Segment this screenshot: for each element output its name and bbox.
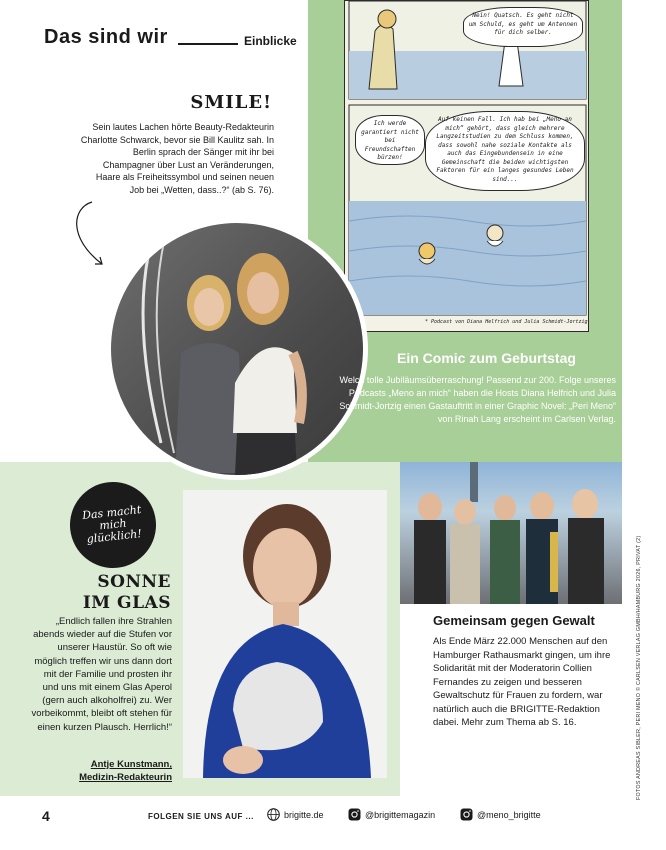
web-link[interactable] xyxy=(267,808,324,821)
speech-bubble: Ich werde garantiert nicht bei Freundschaften bürzen! xyxy=(355,115,425,165)
photo-demonstration xyxy=(400,462,622,604)
speech-bubble: Auf keinen Fall. Ich hab bei „Meno an mich“ gehört, dass gleich mehrere Langzeitstudien zu dem Schluss kommen, dass sowohl nahe soziale Kontakte als auch das Eingebundensein in eine Gemeinschaft die beiden wichtigsten Faktoren für ein langes gesundes Leben sind... xyxy=(425,111,585,191)
sonne-heading-line2: IM GLAS xyxy=(82,593,171,613)
sonne-heading xyxy=(40,572,171,614)
photo-portrait xyxy=(183,490,387,778)
instagram-icon xyxy=(460,808,473,821)
gewalt-heading: Gemeinsam gegen Gewalt xyxy=(433,613,595,628)
instagram-icon xyxy=(348,808,361,821)
photo-interview xyxy=(106,218,368,480)
web-link-label: brigitte.de xyxy=(284,809,324,820)
sonne-heading-line1: SONNE xyxy=(97,572,171,592)
follow-label: FOLGEN SIE UNS AUF ... xyxy=(148,812,254,821)
instagram-label: @meno_brigitte xyxy=(477,809,541,820)
page-number: 4 xyxy=(42,808,50,824)
badge-text: Das macht mich glücklich! xyxy=(81,503,143,546)
instagram-link-brigittemagazin[interactable] xyxy=(348,808,435,821)
comic-caption: * Podcast von Diana Helfrich und Julia Schmidt-Jortzig xyxy=(425,319,588,325)
speech-bubble: Nein! Quatsch. Es geht nicht um Schuld, es geht um Antennen für dich selber. xyxy=(463,7,583,47)
globe-icon xyxy=(267,808,280,821)
gewalt-text: Als Ende März 22.000 Menschen auf den Hamburger Rathausmarkt gingen, um ihre Solidarität mit der Moderatorin Collien Fernandes zu zeigen und besseren Gewaltschutz für Frauen zu fordern, war natürlich auch die BRIGITTE-Redaktion dabei. Mehr zum Thema ab S. 16. xyxy=(433,636,611,728)
curved-arrow-icon xyxy=(62,198,112,278)
instagram-label: @brigittemagazin xyxy=(365,809,436,820)
comic-heading: Ein Comic zum Geburtstag xyxy=(397,350,576,366)
signature-role: Medizin-Redakteurin xyxy=(79,772,172,783)
comic-illustration xyxy=(344,0,589,332)
instagram-link-meno[interactable] xyxy=(460,808,541,821)
sonne-signature xyxy=(28,758,172,784)
signature-name: Antje Kunstmann, xyxy=(90,759,172,770)
sonne-text: „Endlich fallen ihre Strahlen abends wieder auf die Stufen vor unserer Haustür. So oft wie möglich treffen wir uns dann dort mit der Familie und prosten ihr und uns mit einem Glas Aperol (gern auch alkoholfrei) zu. Wer vorbeikommt, bleibt oft stehen für einen kurzen Plausch. Herrlich!“ xyxy=(31,616,172,733)
smile-text: Sein lautes Lachen hörte Beauty-Redakteurin Charlotte Schwarck, bevor sie Bill Kaulitz sah. In Berlin sprach der Sänger mit ihr bei Champagner über Lust an Veränderungen, Haare als Freiheitssymbol und seinen neuen Job bei „Wetten, dass..?“ (ab S. 76). xyxy=(80,122,274,195)
photo-credits: FOTOS ANDREAS SIBLER, PERI MENO © CARLSEN VERLAG GMBH/HAMBURG 2026, PRIVAT (2) xyxy=(636,535,642,800)
header-divider xyxy=(178,43,238,45)
section-title: Das sind wir xyxy=(44,26,168,48)
section-subtitle: Einblicke xyxy=(244,34,297,48)
comic-text: Welch tolle Jubiläumsüberraschung! Passend zur 200. Folge unseres Podcasts „Meno an mich“ haben die Hosts Diana Helfrich und Julia Schmidt-Jortzig einen Gastauftritt in einer Graphic Novel: „Peri Meno“ von Rinah Lang erscheint im Carlsen Verlag. xyxy=(339,375,616,424)
smile-heading: SMILE! xyxy=(190,92,272,113)
